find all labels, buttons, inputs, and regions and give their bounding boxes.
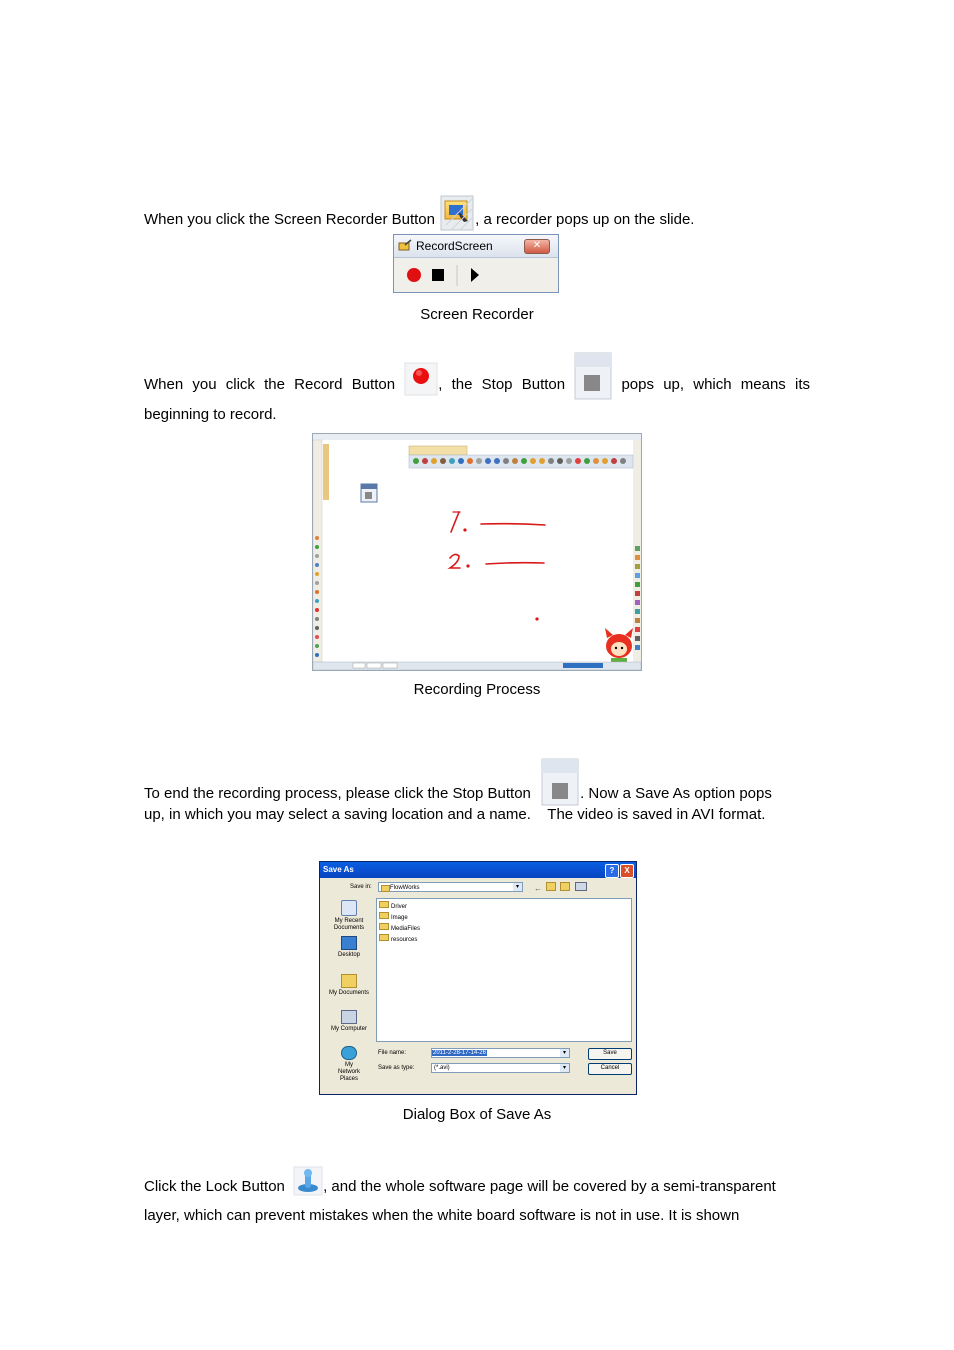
- close-button[interactable]: X: [620, 864, 634, 878]
- save-type-label: Save as type:: [378, 1065, 415, 1071]
- list-item[interactable]: [379, 923, 629, 934]
- record-button-icon: [404, 362, 438, 396]
- save-as-dialog: [319, 861, 637, 1095]
- help-button[interactable]: ?: [605, 864, 619, 878]
- text: When you click the Screen Recorder Button: [144, 210, 435, 228]
- places-bar: [324, 898, 374, 1082]
- word: up,: [663, 376, 685, 393]
- network-places-icon: [341, 1046, 357, 1060]
- save-type-select[interactable]: [431, 1063, 570, 1073]
- record-screen-title: RecordScreen: [416, 239, 493, 253]
- back-icon[interactable]: ←: [534, 884, 542, 893]
- word: Button: [521, 376, 566, 393]
- paragraph-screen-recorder: [144, 202, 694, 238]
- word: you: [192, 376, 217, 393]
- new-folder-icon[interactable]: [560, 882, 570, 891]
- chevron-down-icon[interactable]: ▾: [560, 1049, 569, 1057]
- cancel-button[interactable]: Cancel: [588, 1063, 632, 1075]
- views-icon[interactable]: [575, 882, 587, 891]
- text: , and the whole software page will be covered by a semi-transparent: [323, 1177, 776, 1195]
- paragraph-lock-button: [144, 1172, 776, 1202]
- text: Click the Lock Button: [144, 1177, 285, 1195]
- place-my-recent-documents[interactable]: [324, 900, 374, 932]
- recent-documents-icon: [341, 900, 357, 916]
- place-label: My Recent Documents: [333, 918, 365, 931]
- text: To end the recording process, please click the Stop Button: [144, 784, 531, 802]
- folder-name: resources: [391, 937, 418, 943]
- file-name-value: 2011-2-28-17-14-26: [433, 1050, 486, 1056]
- place-my-computer[interactable]: [324, 1010, 374, 1033]
- word: which: [693, 376, 732, 393]
- place-label: My Computer: [330, 1026, 367, 1032]
- up-folder-icon[interactable]: [546, 882, 556, 891]
- file-name-label: File name:: [378, 1050, 407, 1056]
- record-dot-icon[interactable]: [407, 268, 421, 282]
- record-screen-window: [393, 234, 559, 293]
- desktop-icon: [341, 936, 357, 950]
- text: , a recorder pops up on the slide.: [475, 210, 695, 228]
- save-as-titlebar: [320, 862, 636, 878]
- word: Record: [294, 376, 343, 393]
- screen-recorder-icon: [440, 195, 474, 231]
- chevron-down-icon[interactable]: ▾: [513, 883, 522, 891]
- lock-button-icon: [293, 1166, 323, 1196]
- recorder-app-icon: [398, 238, 412, 252]
- text: ,: [438, 376, 443, 393]
- my-computer-icon: [341, 1010, 357, 1024]
- mascot-image: [605, 628, 633, 664]
- stop-button-floating[interactable]: [361, 484, 377, 502]
- list-item[interactable]: [379, 901, 629, 912]
- word: the: [451, 376, 473, 393]
- stop-button-icon: [574, 352, 612, 400]
- word: the: [264, 376, 285, 393]
- ink-annotations: [450, 512, 545, 620]
- word: Button: [351, 376, 396, 393]
- save-type-value: (*.avi): [434, 1065, 450, 1071]
- folder-icon: [379, 923, 389, 930]
- whiteboard-canvas: [313, 434, 641, 670]
- place-label: My Documents: [328, 990, 369, 996]
- place-my-network-places[interactable]: [324, 1046, 374, 1083]
- play-triangle-icon[interactable]: [471, 268, 479, 282]
- place-my-documents[interactable]: [324, 974, 374, 997]
- nav-toolbar: [534, 882, 587, 894]
- word: means: [740, 376, 786, 393]
- chevron-down-icon[interactable]: ▾: [560, 1064, 569, 1072]
- folder-icon: [379, 912, 389, 919]
- record-screen-titlebar: [394, 235, 558, 258]
- word: When: [144, 376, 184, 393]
- file-list[interactable]: [376, 898, 632, 1042]
- stop-square-icon[interactable]: [432, 269, 444, 281]
- folder-icon: [379, 901, 389, 908]
- close-x-icon[interactable]: ✕: [524, 239, 550, 254]
- stop-button-icon: [541, 758, 579, 806]
- save-button[interactable]: Save: [588, 1048, 632, 1060]
- floating-toolbar: [409, 446, 633, 468]
- folder-name: Image: [391, 915, 408, 921]
- paragraph-stop-line2: up, in which you may select a saving location and a name. The video is saved in AVI format.: [144, 806, 766, 823]
- list-item[interactable]: [379, 912, 629, 923]
- recorder-toolbar: [394, 258, 558, 293]
- whiteboard-screenshot: [312, 433, 642, 671]
- caption-save-as: Dialog Box of Save As: [402, 1106, 552, 1123]
- word: click: [225, 376, 255, 393]
- save-in-value: FlowWorks: [390, 885, 420, 891]
- my-documents-icon: [341, 974, 357, 988]
- save-in-label: Save in:: [350, 884, 372, 890]
- list-item[interactable]: [379, 934, 629, 945]
- folder-icon: [379, 934, 389, 941]
- text: . Now a Save As option pops: [580, 784, 772, 802]
- paragraph-lock-line2: layer, which can prevent mistakes when the white board software is not in use. It is shown: [144, 1207, 740, 1224]
- save-in-dropdown[interactable]: [378, 882, 523, 892]
- word: Stop: [481, 376, 513, 393]
- paragraph-record-button: [144, 370, 810, 400]
- caption-screen-recorder: Screen Recorder: [420, 306, 534, 323]
- place-label: My Network Places: [337, 1062, 360, 1082]
- caption-recording-process: Recording Process: [413, 681, 541, 698]
- folder-name: MediaFiles: [391, 926, 421, 932]
- save-as-title: Save As: [323, 865, 354, 874]
- place-label: Desktop: [337, 952, 360, 958]
- folder-name: Driver: [391, 904, 407, 910]
- word: its: [795, 376, 810, 393]
- record-button-group: [404, 374, 442, 396]
- file-name-input[interactable]: [431, 1048, 570, 1058]
- folder-icon: [381, 885, 390, 892]
- paragraph-record-line2: beginning to record.: [144, 406, 277, 423]
- place-desktop[interactable]: [324, 936, 374, 959]
- word: pops: [621, 376, 654, 393]
